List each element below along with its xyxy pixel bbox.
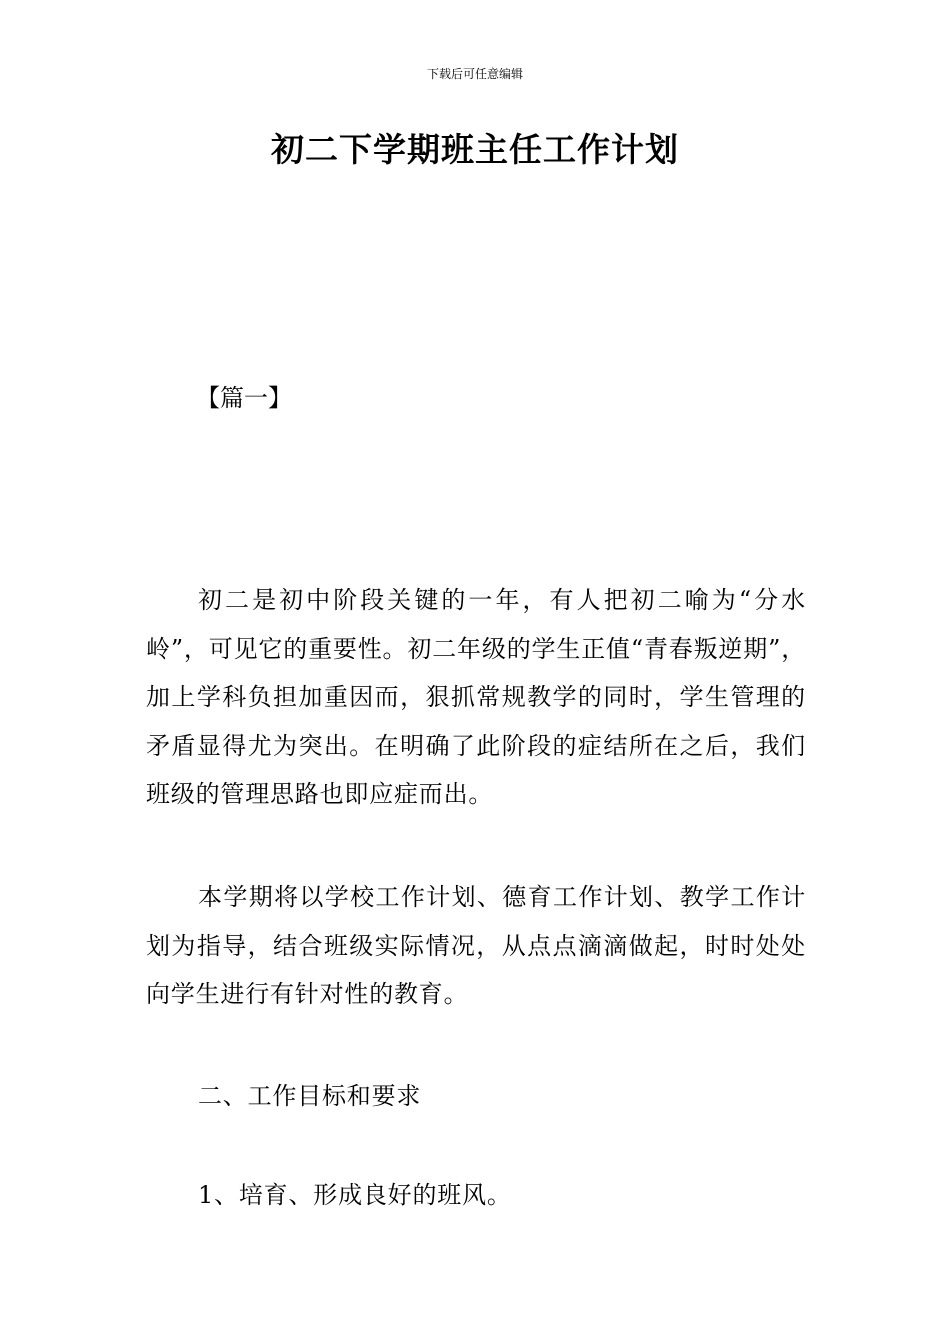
list-item-1: 1、培育、形成良好的班风。 (198, 1181, 512, 1209)
document-title: 初二下学期班主任工作计划 (271, 130, 679, 169)
section-label: 【篇一】 (196, 384, 292, 412)
paragraph-intro: 初二是初中阶段关键的一年，有人把初二喻为“分水岭”，可见它的重要性。初二年级的学生正值“青春叛逆期”，加上学科负担加重因而，狠抓常规教学的同时，学生管理的矛盾显得尤为突出。在明确了此阶段的症结所在之后，我们班级的管理思路也即应症而出。 (146, 586, 806, 809)
heading-goals: 二、工作目标和要求 (198, 1082, 422, 1110)
paragraph-plan: 本学期将以学校工作计划、德育工作计划、教学工作计划为指导，结合班级实际情况，从点点滴滴做起，时时处处向学生进行有针对性的教育。 (146, 883, 806, 1009)
header-note: 下载后可任意编辑 (426, 67, 523, 81)
